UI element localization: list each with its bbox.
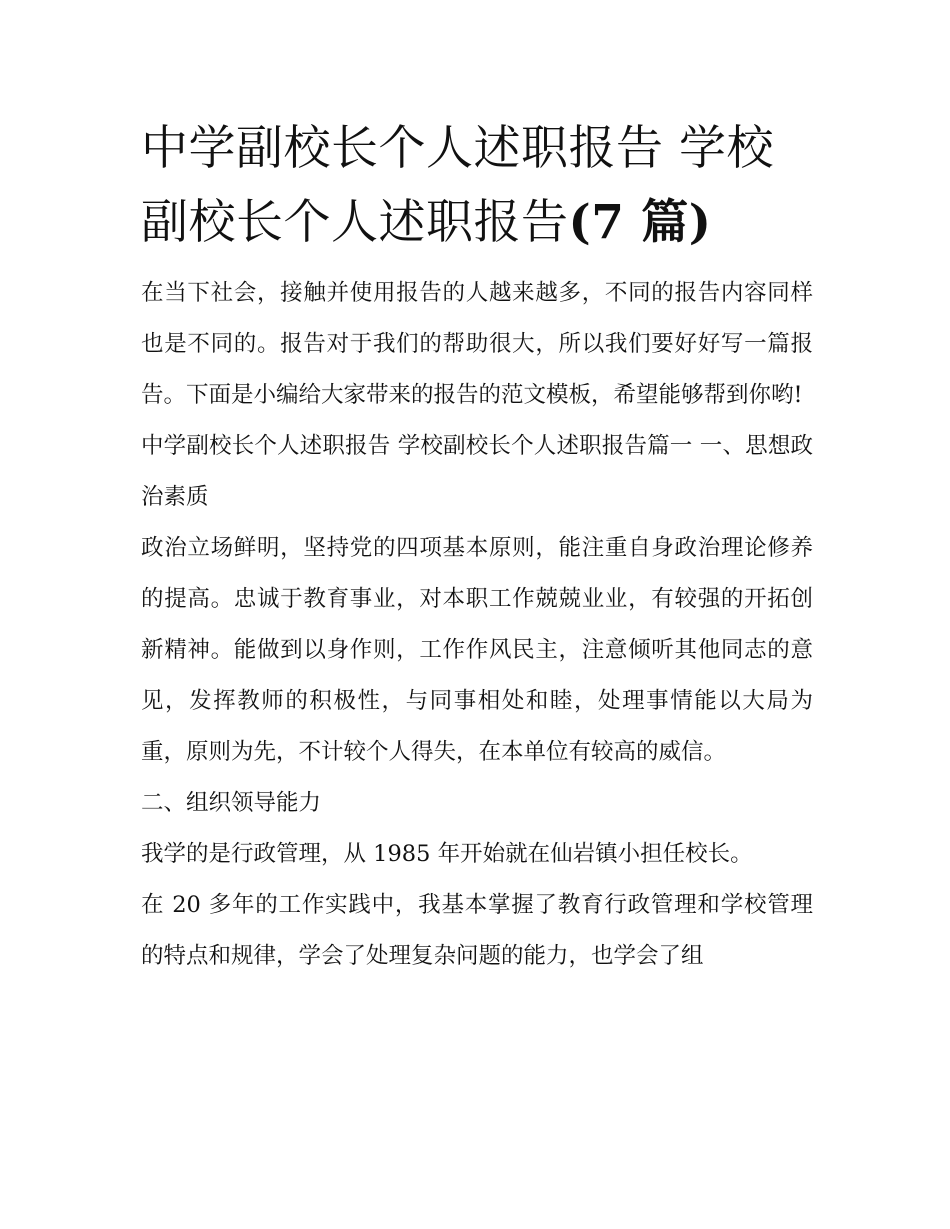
document-content — [141, 112, 813, 982]
document-title-suffix: (7 篇) — [568, 195, 712, 250]
paragraph-experience: 在 20 多年的工作实践中，我基本掌握了教育行政管理和学校管理的特点和规律，学会了处理复杂问题的能力，也学会了组 — [141, 892, 813, 969]
paragraph-political-quality: 政治立场鲜明，坚持党的四项基本原则，能注重自身政治理论修养的提高。忠诚于教育事业，对本职工作兢兢业业，有较强的开拓创新精神。能做到以身作则，工作作风民主，注意倾听其他同志的意见，发挥教师的积极性，与同事相处和睦，处理事情能以大局为重，原则为先，不计较个人得失，在本单位有较高的威信。 — [141, 535, 813, 765]
paragraph-heading-section-two: 二、组织领导能力 — [141, 790, 322, 816]
document-title — [141, 112, 813, 260]
document-title-main: 中学副校长个人述职报告 学校副校长个人述职报告 — [141, 121, 774, 250]
paragraph-heading-section-one: 中学副校长个人述职报告 学校副校长个人述职报告篇一 一、思想政治素质 — [141, 433, 813, 510]
paragraph-intro: 在当下社会，接触并使用报告的人越来越多，不同的报告内容同样也是不同的。报告对于我们的帮助很大，所以我们要好好写一篇报告。下面是小编给大家带来的报告的范文模板，希望能够帮到你哟! — [141, 280, 813, 408]
document-body — [141, 268, 813, 982]
paragraph-career-start: 我学的是行政管理，从 1985 年开始就在仙岩镇小担任校长。 — [141, 841, 753, 867]
